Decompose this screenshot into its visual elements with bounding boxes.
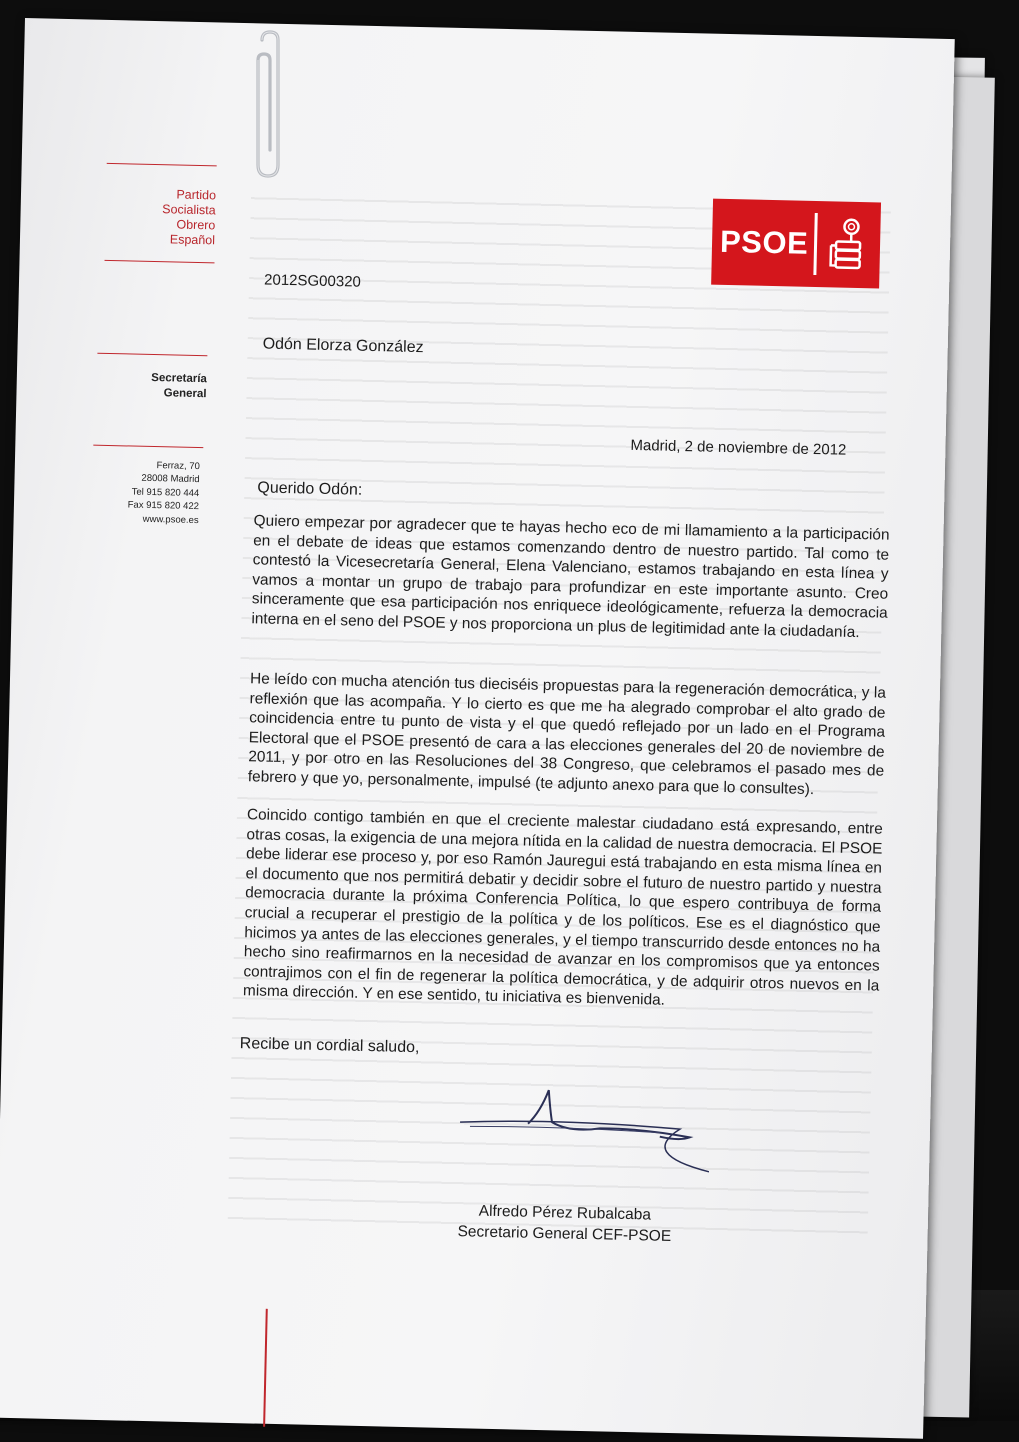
address-line: Ferraz, 70 bbox=[156, 460, 200, 473]
signer-title: Secretario General CEF-PSOE bbox=[457, 1223, 672, 1245]
party-line: Español bbox=[169, 232, 216, 248]
margin-rule bbox=[93, 445, 203, 448]
greeting: Querido Odón: bbox=[257, 479, 363, 499]
margin-rule bbox=[97, 353, 207, 356]
paragraph-1: Quiero empezar por agradecer que te hayas hecho eco de mi llamamiento a la participación en el debate de ideas que estamos comenzando dentro de nuestro partido. Tal como te contestó la Vicesecretaría General, Elena Valenciano, estamos trabajando en esta línea y vamos a montar un grupo de trabajo para profundizar en este importante asunto. Creo sinceramente que esa participación nos enriquece ideológicamente, refuerza la democracia interna en el seno del PSOE y nos proporciona un plus de legitimidad ante la ciudadanía. bbox=[251, 512, 890, 642]
paperclip-icon bbox=[248, 30, 298, 180]
signer-name: Alfredo Pérez Rubalcaba bbox=[478, 1202, 652, 1224]
signer-block bbox=[457, 1200, 672, 1247]
party-line: Obrero bbox=[176, 217, 216, 233]
paragraph-3: Coincido contigo también en que el creciente malestar ciudadano está expresando, entre otras cosas, la exigencia de una mejora nítida en la calidad de nuestra democracia. El PSOE debe liderar ese proceso y, por eso Ramón Jauregui está trabajando en esta misma línea en el documento que nos permitirá debatir y decidir sobre el futuro de nuestro partido y nuestra democracia durante la próxima Conferencia Política, lo que espero contribuya de forma crucial a recuperar el prestigio de la política y de los políticos. Ese es el diagnóstico que hicimos ya antes de las elecciones generales, y el tiempo transcurrido desde entonces no ha hecho sino reafirmarnos en la necesidad de avanzar en los compromisos que ya entonces contrajimos con el fin de regenerar la política democrática, y de adquirir otros nuevos en la misma dirección. Y en ese sentido, tu iniciativa es bienvenida. bbox=[242, 806, 884, 1010]
letter-date: Madrid, 2 de noviembre de 2012 bbox=[630, 436, 847, 459]
fist-rose-icon bbox=[827, 215, 868, 274]
address-block bbox=[84, 457, 200, 527]
address-line: Fax 915 820 422 bbox=[127, 499, 200, 513]
website-link: www.psoe.es bbox=[142, 513, 199, 526]
signature-icon bbox=[439, 1080, 711, 1176]
department-name bbox=[91, 370, 207, 403]
address-line: 28008 Madrid bbox=[141, 473, 200, 486]
party-line: Socialista bbox=[162, 202, 216, 218]
reference-number: 2012SG00320 bbox=[263, 271, 362, 291]
address-line: Tel 915 820 444 bbox=[131, 486, 200, 499]
addressee: Odón Elorza González bbox=[262, 335, 424, 357]
psoe-logo bbox=[711, 199, 881, 289]
margin-rule-vertical bbox=[263, 1309, 268, 1427]
paragraph-2: He leído con mucha atención tus dieciséis propuestas para la regeneración democrática, y la reflexión que las acompaña. Y lo cierto es que me ha alegrado comprobar el alto grado de coincidencia entre tu punto de vista y el que quedó reflejado por un lado en el Programa Electoral que el PSOE presentó de cara a las elecciones generales del 20 de noviembre de 2011, y por otro en las Resoluciones del 38 Congreso, que celebramos el pasado mes de febrero y que yo, personalmente, impulsé (te adjunto anexo para que lo consultes). bbox=[247, 670, 887, 799]
department-line: Secretaría bbox=[151, 371, 207, 386]
logo-wordmark: PSOE bbox=[719, 223, 809, 261]
margin-rule bbox=[107, 163, 217, 166]
party-line: Partido bbox=[176, 187, 217, 203]
margin-rule bbox=[105, 260, 215, 263]
logo-divider bbox=[814, 213, 818, 275]
letter-page bbox=[0, 18, 955, 1439]
department-line: General bbox=[163, 387, 207, 401]
party-name bbox=[100, 186, 216, 249]
closing: Recibe un cordial saludo, bbox=[239, 1035, 420, 1057]
